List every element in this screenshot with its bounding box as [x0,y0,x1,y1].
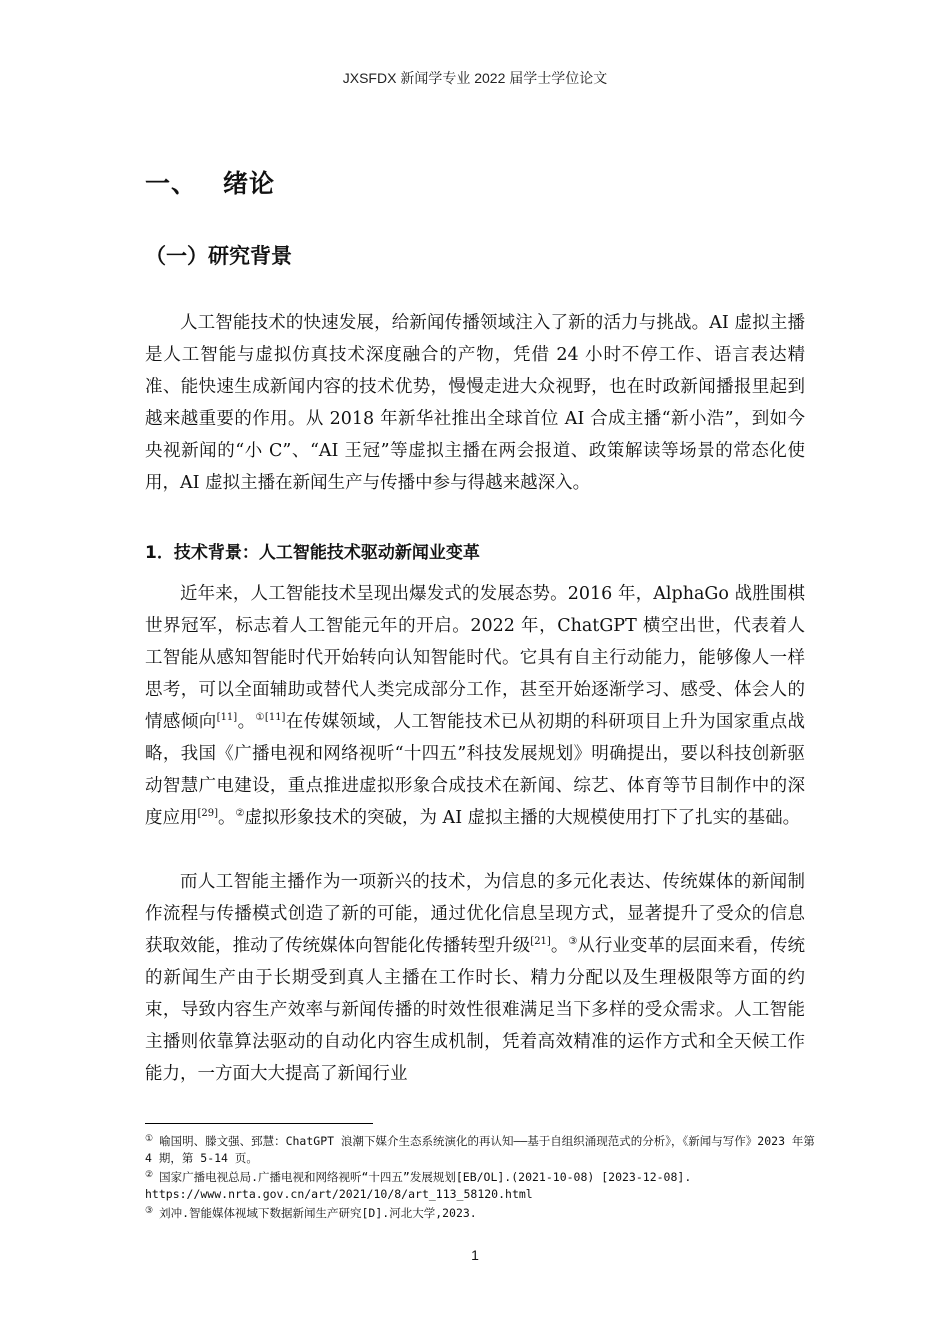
subsection-heading: 1．技术背景：人工智能技术驱动新闻业变革 [145,543,480,563]
paragraph-text: 在传媒领域，人工智能技术已从初期的科研项目上升为国家重点战略，我国《广播电视和网络视听“十四五”科技发展规划》明确提出，要以科技创新驱动智慧广电建设，重点推进虚拟形象合成技术在新闻、综艺、体育等节目制作中的深度应用 [145,712,806,828]
footnote-2 [145,1167,815,1203]
paragraph-text: 从行业变革的层面来看，传统的新闻生产由于长期受到真人主播在工作时长、精力分配以及生理极限等方面的约束，导致内容生产效率与新闻传播的时效性很难满足当下多样的受众需求。人工智能主播则依靠算法驱动的自动化内容生成机制，凭着高效精准的运作方式和全天候工作能力，一方面大大提高了新闻行业 [145,936,806,1084]
punctuation: 。 [237,712,256,732]
footnote-ref: ② [235,808,245,819]
running-header: JXSFDX 新闻学专业 2022 届学士学位论文 [342,70,608,86]
footnote-1 [145,1131,815,1167]
chapter-title: 绪论 [223,169,276,198]
footnote-ref: ①[11] [255,712,286,723]
chapter-heading [145,164,275,200]
chapter-number: 一、 [145,169,198,198]
paragraph-technology-background [145,578,805,834]
paragraph-text: 近年来，人工智能技术呈现出爆发式的发展态势。2016 年，AlphaGo 战胜围棋世界冠军，标志着人工智能元年的开启。2022 年，ChatGPT 横空出世，代表着人工智能从感知智能时代开始转向认知智能时代。它具有自主行动能力，能够像人一样思考，可以全面辅助或替代人类完成部分工作，甚至开始逐渐学习、感受、体会人的情感倾向 [145,584,805,732]
punctuation: 。 [550,936,569,956]
section-heading: （一）研究背景 [145,244,292,268]
footnote-text: 刘冲.智能媒体视域下数据新闻生产研究[D].河北大学,2023. [159,1206,477,1220]
paragraph-text: 而人工智能主播作为一项新兴的技术，为信息的多元化表达、传统媒体的新闻制作流程与传播模式创造了新的可能，通过优化信息呈现方式，显著提升了受众的信息获取效能，推动了传统媒体向智能化传播转型升级 [145,872,805,956]
footnote-mark: ② [145,1170,154,1180]
punctuation: 。 [218,808,236,828]
citation: [21] [530,936,551,947]
footnote-text: 喻国明、滕文强、郅慧：ChatGPT 浪潮下媒介生态系统演化的再认知——基于自组织涌现范式的分析》，《新闻与写作》2023 年第 4 期，第 5-14 页。 [145,1134,815,1165]
citation: [29] [197,808,219,819]
footnotes [145,1131,815,1222]
paragraph-research-background [145,307,805,499]
page-number: 1 [471,1247,479,1263]
paragraph-text: 人工智能技术的快速发展，给新闻传播领域注入了新的活力与挑战。AI 虚拟主播是人工智能与虚拟仿真技术深度融合的产物，凭借 24 小时不停工作、语言表达精准、能快速生成新闻内容的技术优势，慢慢走进大众视野，也在时政新闻播报里起到越来越重要的作用。从 2018 年新华社推出全球首位 AI 合成主播“新小浩”，到如今央视新闻的“小 C”、“AI 王冠”等虚拟主播在两会报道、政策解读等场景的常态化使用，AI 虚拟主播在新闻生产与传播中参与得越来越深入。 [145,313,805,493]
citation: [11] [216,712,238,723]
footnote-text: 国家广播电视总局.广播电视和网络视听“十四五”发展规划[EB/OL].(2021-10-08) [2023-12-08]. https://www.nrta.gov.cn/art/2021/10/8/art_113_58120.html [145,1170,692,1201]
footnote-separator [145,1123,373,1124]
paragraph-text: 虚拟形象技术的突破，为 AI 虚拟主播的大规模使用打下了扎实的基础。 [244,808,801,828]
footnote-ref: ③ [568,936,578,947]
footnote-mark: ① [145,1134,154,1144]
footnote-mark: ③ [145,1206,154,1216]
footnote-3 [145,1203,815,1222]
paragraph-ai-anchor [145,866,805,1090]
